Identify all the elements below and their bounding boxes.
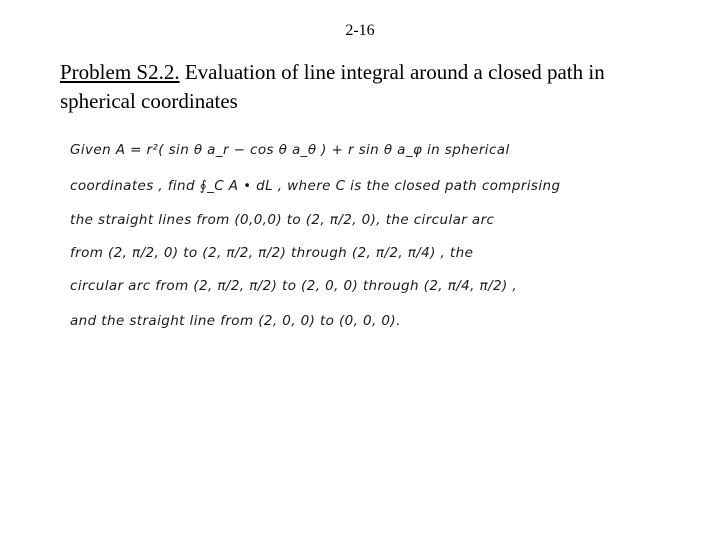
- handwritten-line-5: circular arc from (2, π/2, π/2) to (2, 0, 0) through (2, π/4, π/2) ,: [70, 278, 518, 294]
- handwritten-line-4: from (2, π/2, 0) to (2, π/2, π/2) through (2, π/2, π/4) , the: [70, 245, 474, 261]
- problem-title: Evaluation of line integral around a closed path in spherical coordinates: [60, 60, 605, 113]
- page-number: 2-16: [345, 22, 375, 39]
- handwritten-problem-statement: [70, 130, 660, 345]
- problem-heading: [60, 58, 680, 116]
- handwritten-line-1: Given A = r²( sin θ a_r − cos θ a_θ ) + r sin θ a_φ in spherical: [70, 142, 510, 158]
- handwritten-line-3: the straight lines from (0,0,0) to (2, π/2, 0), the circular arc: [70, 212, 495, 228]
- handwritten-line-6: and the straight line from (2, 0, 0) to (0, 0, 0).: [70, 313, 401, 329]
- handwritten-line-2: coordinates , find ∮_C A • dL , where C is the closed path comprising: [70, 178, 561, 194]
- problem-label: Problem S2.2.: [60, 60, 180, 84]
